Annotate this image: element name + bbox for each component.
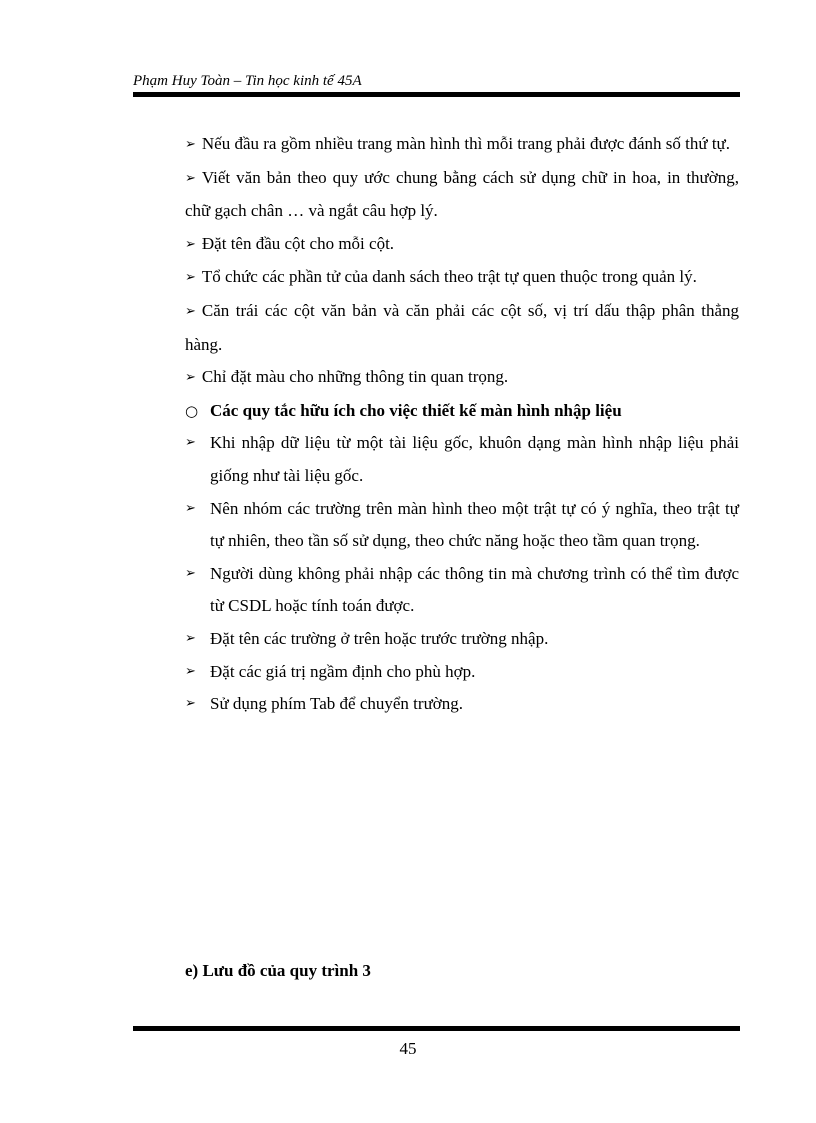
arrow-bullet-icon: ➢: [185, 696, 196, 712]
header-rule: [133, 92, 740, 97]
list-item-text: Chỉ đặt màu cho những thông tin quan trọng.: [201, 367, 509, 387]
subheading-text: Các quy tắc hữu ích cho việc thiết kế màn hình nhập liệu: [210, 400, 622, 420]
arrow-bullet-icon: ➢: [185, 137, 196, 152]
subheading: [185, 395, 739, 428]
list-item: [185, 162, 739, 228]
list-item: [185, 656, 739, 689]
running-header: Phạm Huy Toàn – Tin học kinh tế 45A: [133, 73, 362, 89]
circle-bullet-icon: ○: [185, 401, 199, 420]
list-item-text: Tổ chức các phần tử của danh sách theo trật tự quen thuộc trong quản lý.: [201, 267, 697, 287]
arrow-bullet-icon: ➢: [185, 170, 196, 186]
list-item: [185, 261, 739, 295]
list-item-text: Người dùng không phải nhập các thông tin mà chương trình có thể tìm được từ CSDL hoặc tính toán được.: [210, 563, 739, 616]
list-item: [185, 688, 739, 721]
list-item: [185, 493, 739, 558]
list-item-text: Nếu đầu ra gồm nhiều trang màn hình thì mỗi trang phải được đánh số thứ tự.: [201, 134, 731, 153]
page-body: [185, 128, 739, 721]
arrow-bullet-icon: ➢: [185, 236, 196, 252]
list-item: [185, 295, 739, 361]
list-item-text: Viết văn bản theo quy ước chung bằng cách sử dụng chữ in hoa, in thường, chữ gạch chân … và ngắt câu hợp lý.: [185, 167, 739, 221]
list-item-text: Đặt các giá trị ngầm định cho phù hợp.: [210, 661, 476, 681]
list-item: [185, 427, 739, 492]
list-item-text: Nên nhóm các trường trên màn hình theo một trật tự có ý nghĩa, theo trật tự tự nhiên, theo tần số sử dụng, theo chức năng hoặc theo tầm quan trọng.: [210, 498, 739, 551]
list-item: [185, 623, 739, 656]
list-item: [185, 361, 739, 395]
list-item-text: Sử dụng phím Tab để chuyển trường.: [210, 694, 464, 714]
arrow-bullet-icon: ➢: [185, 370, 196, 386]
page-number: 45: [399, 1039, 417, 1058]
arrow-bullet-icon: ➢: [185, 270, 196, 286]
list-item-text: Khi nhập dữ liệu từ một tài liệu gốc, khuôn dạng màn hình nhập liệu phải giống như tài liệu gốc.: [210, 433, 739, 485]
list-item-text: Đặt tên các trường ở trên hoặc trước trường nhập.: [210, 628, 549, 648]
footer-rule: [133, 1026, 740, 1031]
arrow-bullet-icon: ➢: [185, 630, 196, 646]
list-item: [185, 228, 739, 262]
arrow-bullet-icon: ➢: [185, 500, 196, 516]
arrow-bullet-icon: ➢: [185, 435, 196, 451]
arrow-bullet-icon: ➢: [185, 565, 196, 581]
list-item-text: Căn trái các cột văn bản và căn phải các cột số, vị trí dấu thập phân thẳng hàng.: [185, 300, 739, 354]
list-item: [185, 128, 739, 162]
arrow-bullet-icon: ➢: [185, 663, 196, 679]
list-item: [185, 558, 739, 623]
arrow-bullet-icon: ➢: [185, 303, 196, 319]
list-item-text: Đặt tên đầu cột cho mỗi cột.: [201, 233, 395, 253]
section-title: e) Lưu đồ của quy trình 3: [185, 961, 371, 980]
